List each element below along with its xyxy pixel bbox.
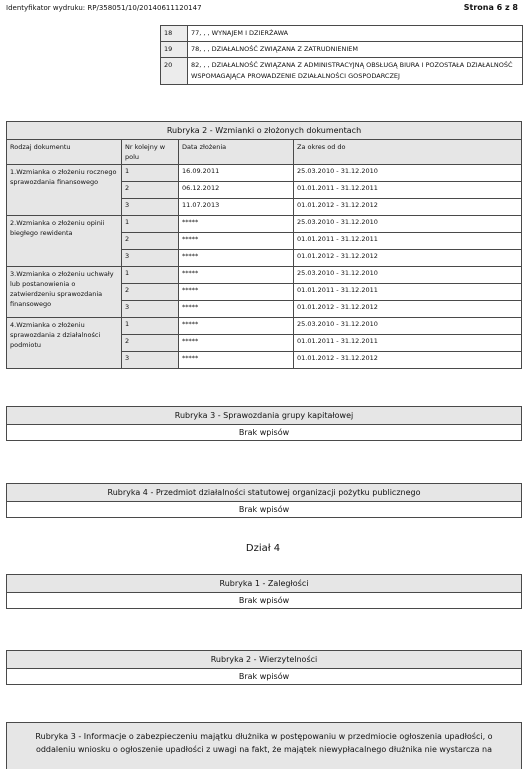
filing-date-cell: 06.12.2012: [179, 182, 294, 199]
dzial4-rubryka-3-title: Rubryka 3 - Informacje o zabezpieczeniu majątku dłużnika w postępowaniu w przedmiocie ogłoszenia upadłości, o oddaleniu wniosku o ogłoszenie upadłości z uwagi na fakt, że majątek niewypłacalnego dłużnika nie wystarcza na: [6, 722, 522, 769]
entry-number-cell: 1: [122, 165, 179, 182]
table-row: [161, 42, 523, 58]
filing-date-cell: *****: [179, 233, 294, 250]
dzial4-rubryka-2-table: [6, 650, 522, 685]
period-cell: 01.01.2012 - 31.12.2012: [294, 352, 522, 369]
entry-number-cell: 3: [122, 301, 179, 318]
period-cell: 01.01.2012 - 31.12.2012: [294, 199, 522, 216]
document-type-cell: 1.Wzmianka o złożeniu rocznego sprawozdania finansowego: [7, 165, 122, 216]
rubryka-2-documents-table: [6, 121, 522, 369]
entry-number-cell: 3: [122, 250, 179, 267]
entry-number-cell: 1: [122, 267, 179, 284]
column-header: Nr kolejny w polu: [122, 140, 179, 165]
rubryka-title: Rubryka 2 - Wierzytelności: [7, 651, 522, 669]
table-row: [161, 26, 523, 42]
period-cell: 25.03.2010 - 31.12.2010: [294, 216, 522, 233]
rubryka-3-table: [6, 406, 522, 441]
period-cell: 25.03.2010 - 31.12.2010: [294, 165, 522, 182]
document-type-cell: 4.Wzmianka o złożeniu sprawozdania z działalności podmiotu: [7, 318, 122, 369]
entry-number-cell: 3: [122, 352, 179, 369]
row-number: 18: [161, 26, 188, 42]
period-cell: 25.03.2010 - 31.12.2010: [294, 318, 522, 335]
rubryka-4-table: [6, 483, 522, 518]
rubryka-title: Rubryka 3 - Sprawozdania grupy kapitałowej: [7, 407, 522, 425]
filing-date-cell: *****: [179, 318, 294, 335]
filing-date-cell: *****: [179, 284, 294, 301]
empty-entry-text: Brak wpisów: [7, 593, 522, 609]
column-header: Za okres od do: [294, 140, 522, 165]
entry-number-cell: 3: [122, 199, 179, 216]
filing-date-cell: *****: [179, 216, 294, 233]
column-header: Rodzaj dokumentu: [7, 140, 122, 165]
document-type-cell: 3.Wzmianka o złożeniu uchwały lub postanowienia o zatwierdzeniu sprawozdania finansowego: [7, 267, 122, 318]
filing-date-cell: *****: [179, 267, 294, 284]
filing-date-cell: *****: [179, 250, 294, 267]
period-cell: 01.01.2011 - 31.12.2011: [294, 284, 522, 301]
period-cell: 01.01.2012 - 31.12.2012: [294, 301, 522, 318]
activity-text: 77, , , WYNAJEM I DZIERŻAWA: [188, 26, 523, 42]
empty-entry-text: Brak wpisów: [7, 669, 522, 685]
dzial4-rubryka-1-table: [6, 574, 522, 609]
empty-entry-text: Brak wpisów: [7, 502, 522, 518]
activity-table: [160, 25, 523, 85]
document-type-cell: 2.Wzmianka o złożeniu opinii biegłego rewidenta: [7, 216, 122, 267]
filing-date-cell: *****: [179, 352, 294, 369]
table-row: [7, 318, 522, 335]
table-row: [7, 267, 522, 284]
row-number: 20: [161, 58, 188, 85]
filing-date-cell: 16.09.2011: [179, 165, 294, 182]
entry-number-cell: 2: [122, 233, 179, 250]
activity-text: 82, , , DZIAŁALNOŚĆ ZWIĄZANA Z ADMINISTRACYJNĄ OBSŁUGĄ BIURA I POZOSTAŁA DZIAŁALNOŚĆ WSPOMAGAJĄCA PROWADZENIE DZIAŁALNOŚCI GOSPODARCZEJ: [188, 58, 523, 85]
entry-number-cell: 1: [122, 216, 179, 233]
entry-number-cell: 2: [122, 182, 179, 199]
rubryka-title: Rubryka 2 - Wzmianki o złożonych dokumentach: [7, 122, 522, 140]
row-number: 19: [161, 42, 188, 58]
entry-number-cell: 2: [122, 284, 179, 301]
page-number: Strona 6 z 8: [463, 3, 518, 12]
table-row: [161, 58, 523, 85]
period-cell: 25.03.2010 - 31.12.2010: [294, 267, 522, 284]
rubryka-title: Rubryka 1 - Zaległości: [7, 575, 522, 593]
table-row: [7, 165, 522, 182]
entry-number-cell: 2: [122, 335, 179, 352]
filing-date-cell: 11.07.2013: [179, 199, 294, 216]
period-cell: 01.01.2011 - 31.12.2011: [294, 182, 522, 199]
rubryka-title: Rubryka 4 - Przedmiot działalności statutowej organizacji pożytku publicznego: [7, 484, 522, 502]
period-cell: 01.01.2011 - 31.12.2011: [294, 233, 522, 250]
period-cell: 01.01.2011 - 31.12.2011: [294, 335, 522, 352]
filing-date-cell: *****: [179, 335, 294, 352]
period-cell: 01.01.2012 - 31.12.2012: [294, 250, 522, 267]
entry-number-cell: 1: [122, 318, 179, 335]
activity-text: 78, , , DZIAŁALNOŚĆ ZWIĄZANA Z ZATRUDNIENIEM: [188, 42, 523, 58]
filing-date-cell: *****: [179, 301, 294, 318]
table-header-row: [7, 140, 522, 165]
section-title: Dział 4: [245, 543, 281, 554]
column-header: Data złożenia: [179, 140, 294, 165]
table-row: [7, 216, 522, 233]
print-identifier: Identyfikator wydruku: RP/358051/10/20140611120147: [6, 4, 202, 12]
empty-entry-text: Brak wpisów: [7, 425, 522, 441]
